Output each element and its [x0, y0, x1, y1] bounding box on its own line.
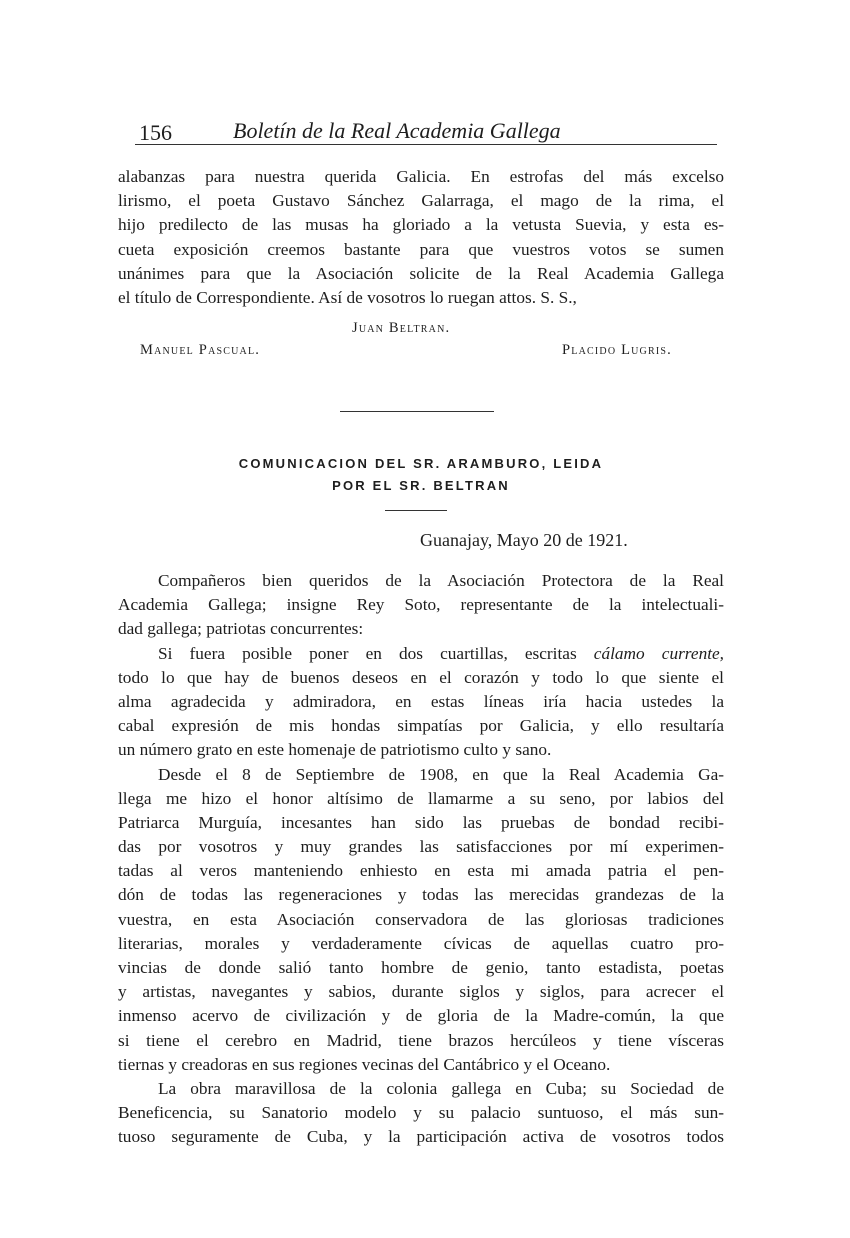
first-paragraph: [118, 165, 724, 310]
page-number: 156: [139, 120, 172, 145]
text-line: tadas al veros manteniendo enhiesto en esta mi amada patria el pen-: [118, 861, 724, 881]
text-line: lirismo, el poeta Gustavo Sánchez Galarraga, el mago de la rima, el: [118, 191, 724, 211]
text-line: cabal expresión de mis hondas simpatías por Galicia, y ello resultaría: [118, 716, 724, 736]
text-line: dón de todas las regeneraciones y todas las merecidas grandezas de la: [118, 885, 724, 905]
text-line: unánimes para que la Asociación solicite de la Real Academia Gallega: [118, 263, 724, 283]
text-line: y artistas, navegantes y sabios, durante siglos y siglos, para acrecer el: [118, 982, 724, 1002]
text-line: Compañeros bien queridos de la Asociación Protectora de la Real: [158, 571, 724, 590]
text-line: dad gallega; patriotas concurrentes:: [118, 619, 364, 639]
section-divider: [340, 411, 494, 412]
text-line: cueta exposición creemos bastante para que vuestros votos se sumen: [118, 239, 724, 259]
text-line: tuoso seguramente de Cuba, y la participación activa de vosotros todos: [118, 1127, 724, 1147]
letter-body: [118, 569, 724, 1150]
text-line: si tiene el cerebro en Madrid, tiene brazos hercúleos y tiene vísceras: [118, 1030, 724, 1050]
text-line: vincias de donde salió tanto hombre de genio, tanto estadista, poetas: [118, 958, 724, 977]
text-line: inmenso acervo de civilización y de gloria de la Madre-común, la que: [118, 1006, 724, 1026]
section-heading: [118, 453, 724, 497]
running-title: Boletín de la Real Academia Gallega: [233, 118, 561, 143]
signature-juan-beltran: Juan Beltran.: [352, 320, 451, 336]
text-line: llega me hizo el honor altísimo de llamarme a su seno, por labios del: [118, 788, 724, 808]
page-header: [135, 114, 717, 145]
heading-underline: [385, 510, 447, 511]
text-line: La obra maravillosa de la colonia gallega en Cuba; su Sociedad de: [158, 1078, 724, 1098]
text-line: todo lo que hay de buenos deseos en el corazón y todo lo que siente el: [118, 667, 724, 687]
heading-line-2: POR EL SR. BELTRAN: [332, 478, 510, 493]
heading-line-1: COMUNICACION DEL SR. ARAMBURO, LEIDA: [238, 456, 604, 471]
text-line: literarias, morales y verdaderamente cívicas de aquellas cuatro pro-: [118, 933, 724, 953]
text-line: el título de Correspondiente. Así de vosotros lo ruegan attos. S. S.,: [118, 287, 577, 307]
signature-manuel-pascual: Manuel Pascual.: [140, 342, 261, 358]
text-line: alabanzas para nuestra querida Galicia. En estrofas del más excelso: [118, 167, 724, 186]
signature-placido-lugris: Placido Lugris.: [562, 342, 672, 358]
text-line: tiernas y creadoras en sus regiones vecinas del Cantábrico y el Oceano.: [118, 1054, 611, 1074]
text-line: [118, 642, 724, 666]
text-line: Academia Gallega; insigne Rey Soto, representante de la intelectuali-: [118, 595, 724, 615]
text-segment: Si fuera posible poner en dos cuartillas, escritas: [158, 643, 594, 663]
text-line: Beneficencia, su Sanatorio modelo y su palacio suntuoso, el más sun-: [118, 1103, 724, 1123]
dateline: Guanajay, Mayo 20 de 1921.: [420, 530, 628, 550]
text-line: un número grato en este homenaje de patriotismo culto y sano.: [118, 740, 552, 760]
text-line: Patriarca Murguía, incesantes han sido las pruebas de bondad recibi-: [118, 812, 724, 832]
latin-phrase: cálamo currente,: [593, 643, 724, 663]
text-line: vuestra, en esta Asociación conservadora de las gloriosas tradiciones: [118, 909, 724, 929]
text-line: das por vosotros y muy grandes las satisfacciones por mí experimen-: [118, 837, 724, 857]
text-line: Desde el 8 de Septiembre de 1908, en que la Real Academia Ga-: [158, 764, 724, 784]
text-line: alma agradecida y admiradora, en estas líneas iría hacia ustedes la: [118, 691, 724, 711]
text-line: hijo predilecto de las musas ha gloriado a la vetusta Suevia, y esta es-: [118, 215, 724, 235]
